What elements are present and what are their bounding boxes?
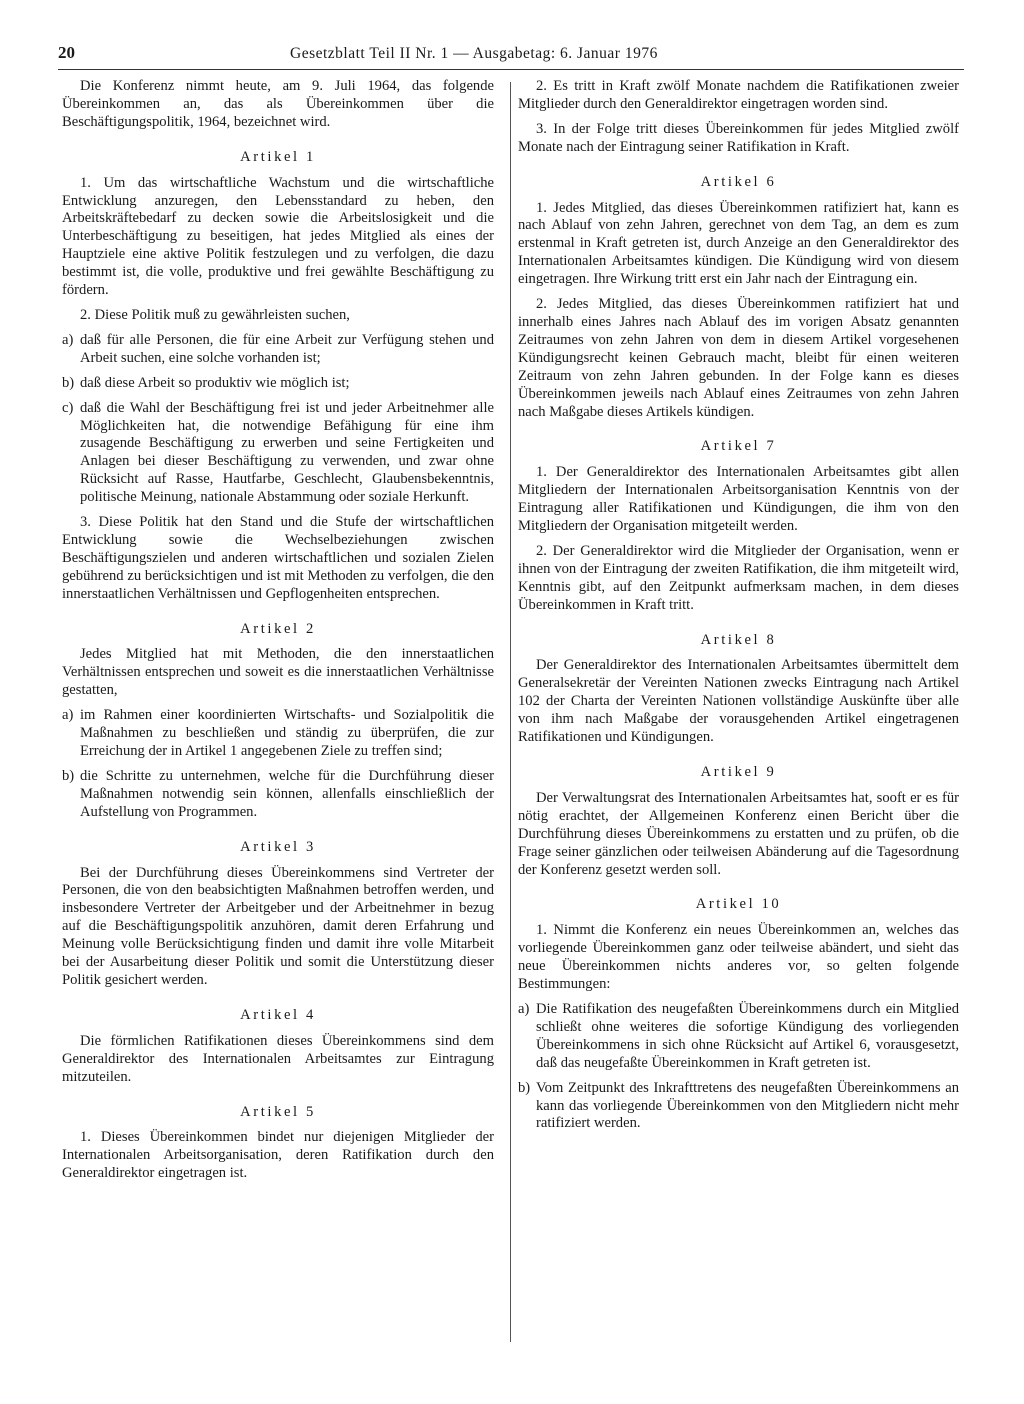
item-text: die Schritte zu unternehmen, welche für die Durchführung dieser Maßnahmen notwendig sein können, allenfalls einschließlich der Aufstellung von Programmen. — [80, 767, 494, 820]
item-label: b) — [518, 1079, 531, 1096]
item-label: b) — [62, 767, 75, 784]
item-text: Die Ratifikation des neugefaßten Übereinkommens durch ein Mitglied schließt ohne weiteres die sofortige Kündigung des vorliegenden Übereinkommens in sich ohne Rücksicht auf Artikel 6, vorausgesetzt, daß das neugefaßte Übereinkommen in Kraft getreten ist. — [536, 1000, 959, 1071]
article-6-heading: Artikel 6 — [700, 173, 777, 190]
page-number: 20 — [58, 43, 75, 62]
article-7-para-2: 2. Der Generaldirektor wird die Mitglieder der Organisation, wenn er ihnen von der Eintragung der zweiten Ratifikation, die ihm mitgeteilt wird, Kenntnis gibt, auf den Zeitpunkt aufmerksam machen, in dem dieses Übereinkommen in Kraft tritt. — [518, 542, 959, 613]
article-10-heading: Artikel 10 — [695, 896, 782, 913]
column-divider — [510, 82, 511, 1342]
article-1-para-2: 2. Diese Politik muß zu gewährleisten suchen, — [80, 306, 350, 323]
item-label: b) — [62, 374, 75, 391]
article-8-para: Der Generaldirektor des Internationalen Arbeitsamtes übermittelt dem Generalsekretär der Vereinten Nationen zwecks Eintragung nach Artikel 102 der Charta der Vereinten Nationen vollständige Auskünfte über alle von ihm nach Maßgabe der vorausgehenden Artikel eingetragenen Ratifikationen und Kündigungen. — [518, 657, 959, 746]
header-rule — [58, 69, 964, 70]
intro-paragraph: Die Konferenz nimmt heute, am 9. Juli 1964, das folgende Übereinkommen an, das als Übereinkommen über die Beschäftigungspolitik, 1964, bezeichnet wird. — [62, 78, 494, 130]
article-7-heading: Artikel 7 — [700, 438, 777, 455]
right-column — [518, 78, 959, 1140]
article-2-item-b — [62, 768, 494, 822]
article-5-para-2: 2. Es tritt in Kraft zwölf Monate nachdem die Ratifikationen zweier Mitglieder durch den Generaldirektor eingetragen worden sind. — [518, 78, 959, 112]
article-10-item-b — [518, 1080, 959, 1134]
article-9-heading: Artikel 9 — [700, 764, 777, 780]
article-3-para: Bei der Durchführung dieses Übereinkommens sind Vertreter der Personen, die von den beabsichtigten Maßnahmen betroffen werden, und insbesondere Vertreter der Arbeitgeber und der Arbeitnehmer in bezug auf die Beschäftigungspolitik anzuhören, damit deren Erfahrung und Meinung volle Berücksichtigung finden und damit ihre volle Mitarbeit bei der Ausarbeitung dieser Politik und somit die Unterstützung dieser Politik gesichert werden. — [62, 864, 494, 988]
article-6-para-1: 1. Jedes Mitglied, das dieses Übereinkommen ratifiziert hat, kann es nach Ablauf von zehn Jahren, gerechnet von dem Tag, an dem es zum erstenmal in Kraft getreten ist, durch Anzeige an den Generaldirektor des Internationalen Arbeitsamtes kündigen. Die Kündigung wird von diesem eingetragen. Ihre Wirkung tritt erst ein Jahr nach der Eintragung ein. — [518, 199, 959, 288]
item-text: im Rahmen einer koordinierten Wirtschafts- und Sozialpolitik die Maßnahmen zu beschließen und ständig zu überprüfen, die zur Erreichung der in Artikel 1 angegebenen Ziele zu treffen sind; — [80, 707, 494, 759]
article-2-item-a — [62, 707, 494, 761]
left-column — [62, 78, 494, 1190]
item-text: daß diese Arbeit so produktiv wie möglich ist; — [80, 374, 350, 391]
article-9-para: Der Verwaltungsrat des Internationalen Arbeitsamtes hat, sooft er es für nötig erachtet, der Allgemeinen Konferenz einen Bericht über die Durchführung dieses Übereinkommens zu erstatten und zu prüfen, ob die Frage seiner gänzlichen oder teilweisen Abänderung auf die Tagesordnung der Konferenz gesetzt werden soll. — [518, 789, 959, 878]
article-4-para: Die förmlichen Ratifikationen dieses Übereinkommens sind dem Generaldirektor des Internationalen Arbeitsamtes zur Eintragung mitzuteilen. — [62, 1032, 494, 1085]
article-7-para-1: 1. Der Generaldirektor des Internationalen Arbeitsamtes gibt allen Mitgliedern der Internationalen Arbeitsorganisation Kenntnis von der Eintragung aller Ratifikationen und Kündigungen, die ihm von den Mitgliedern der Organisation mitgeteilt werden. — [518, 464, 959, 535]
article-10-para-1: 1. Nimmt die Konferenz ein neues Übereinkommen an, welches das vorliegende Übereinkommen ganz oder teilweise abändert, und sieht das neue Übereinkommen nichts anderes vor, so gelten folgende Bestimmungen: — [518, 922, 959, 993]
article-5-para-1: 1. Dieses Übereinkommen bindet nur diejenigen Mitglieder der Internationalen Arbeitsorganisation, deren Ratifikation durch den Generaldirektor eingetragen ist. — [62, 1129, 494, 1182]
page-header — [58, 44, 964, 66]
article-1-heading: Artikel 1 — [240, 148, 316, 165]
article-1-item-c — [62, 400, 494, 507]
item-text: daß die Wahl der Beschäftigung frei ist und jeder Arbeitnehmer alle Möglichkeiten hat, die notwendige Befähigung für eine ihm zusagende Beschäftigung zu erwerben und seine Fertigkeiten und Anlagen bei dieser Beschäftigung zu verwenden, und zwar ohne Rücksicht auf Rasse, Hautfarbe, Geschlecht, Glaubensbekenntnis, politische Meinung, nationale Abstammung oder soziale Herkunft. — [80, 399, 494, 506]
article-3-heading: Artikel 3 — [240, 838, 316, 855]
article-8-heading: Artikel 8 — [700, 631, 777, 648]
article-2-para: Jedes Mitglied hat mit Methoden, die den innerstaatlichen Verhältnissen entsprechen und soweit es die innerstaatlichen Verhältnisse gestatten, — [62, 646, 494, 699]
item-text: Vom Zeitpunkt des Inkrafttretens des neugefaßten Übereinkommens an kann das vorliegende Übereinkommen von den Mitgliedern nicht mehr ratifiziert werden. — [536, 1079, 959, 1132]
item-label: c) — [62, 399, 74, 416]
item-label: a) — [518, 1000, 530, 1017]
gazette-title: Gesetzblatt Teil II Nr. 1 — Ausgabetag: 6. Januar 1976 — [290, 45, 658, 62]
item-label: a) — [62, 331, 74, 348]
article-10-item-a — [518, 1001, 959, 1073]
article-5-para-3: 3. In der Folge tritt dieses Übereinkommen für jedes Mitglied zwölf Monate nach der Eintragung seiner Ratifikation in Kraft. — [518, 120, 959, 155]
article-1-para-1: 1. Um das wirtschaftliche Wachstum und die wirtschaftliche Entwicklung anzuregen, den Lebensstandard zu heben, den Arbeitskräftebedarf zu decken sowie die Arbeitslosigkeit und die Unterbeschäftigung zu beseitigen, hat jedes Mitglied als eines der Hauptziele eine aktive Politik festzulegen und zu verfolgen, die dazu bestimmt ist, die volle, produktive und frei gewählte Beschäftigung zu fördern. — [62, 174, 494, 299]
article-1-item-a — [62, 332, 494, 368]
article-6-para-2: 2. Jedes Mitglied, das dieses Übereinkommen ratifiziert hat und innerhalb eines Jahres nach Ablauf des im vorigen Absatz genannten Zeitraumes von zehn Jahren von dem in diesem Artikel vorgesehenen Kündigungsrecht keinen Gebrauch macht, bleibt für einen weiteren Zeitraum von zehn Jahren gebunden. In der Folge kann es dieses Übereinkommen jeweils nach Ablauf eines Zeitraumes von zehn Jahren nach Maßgabe dieses Artikels kündigen. — [518, 296, 959, 420]
article-1-para-3: 3. Diese Politik hat den Stand und die Stufe der wirtschaftlichen Entwicklung sowie die Wechselbeziehungen zwischen Beschäftigungszielen und anderen wirtschaftlichen und sozialen Zielen gebührend zu berücksichtigen und ist mit Methoden zu verfolgen, die den innerstaatlichen Verhältnissen und Gepflogenheiten entsprechen. — [62, 514, 494, 602]
article-4-heading: Artikel 4 — [240, 1006, 316, 1023]
article-1-item-b — [62, 375, 494, 393]
article-5-heading: Artikel 5 — [240, 1103, 316, 1120]
article-2-heading: Artikel 2 — [240, 620, 316, 637]
item-text: daß für alle Personen, die für eine Arbeit zur Verfügung stehen und Arbeit suchen, eine solche vorhanden ist; — [80, 331, 494, 366]
item-label: a) — [62, 707, 74, 724]
